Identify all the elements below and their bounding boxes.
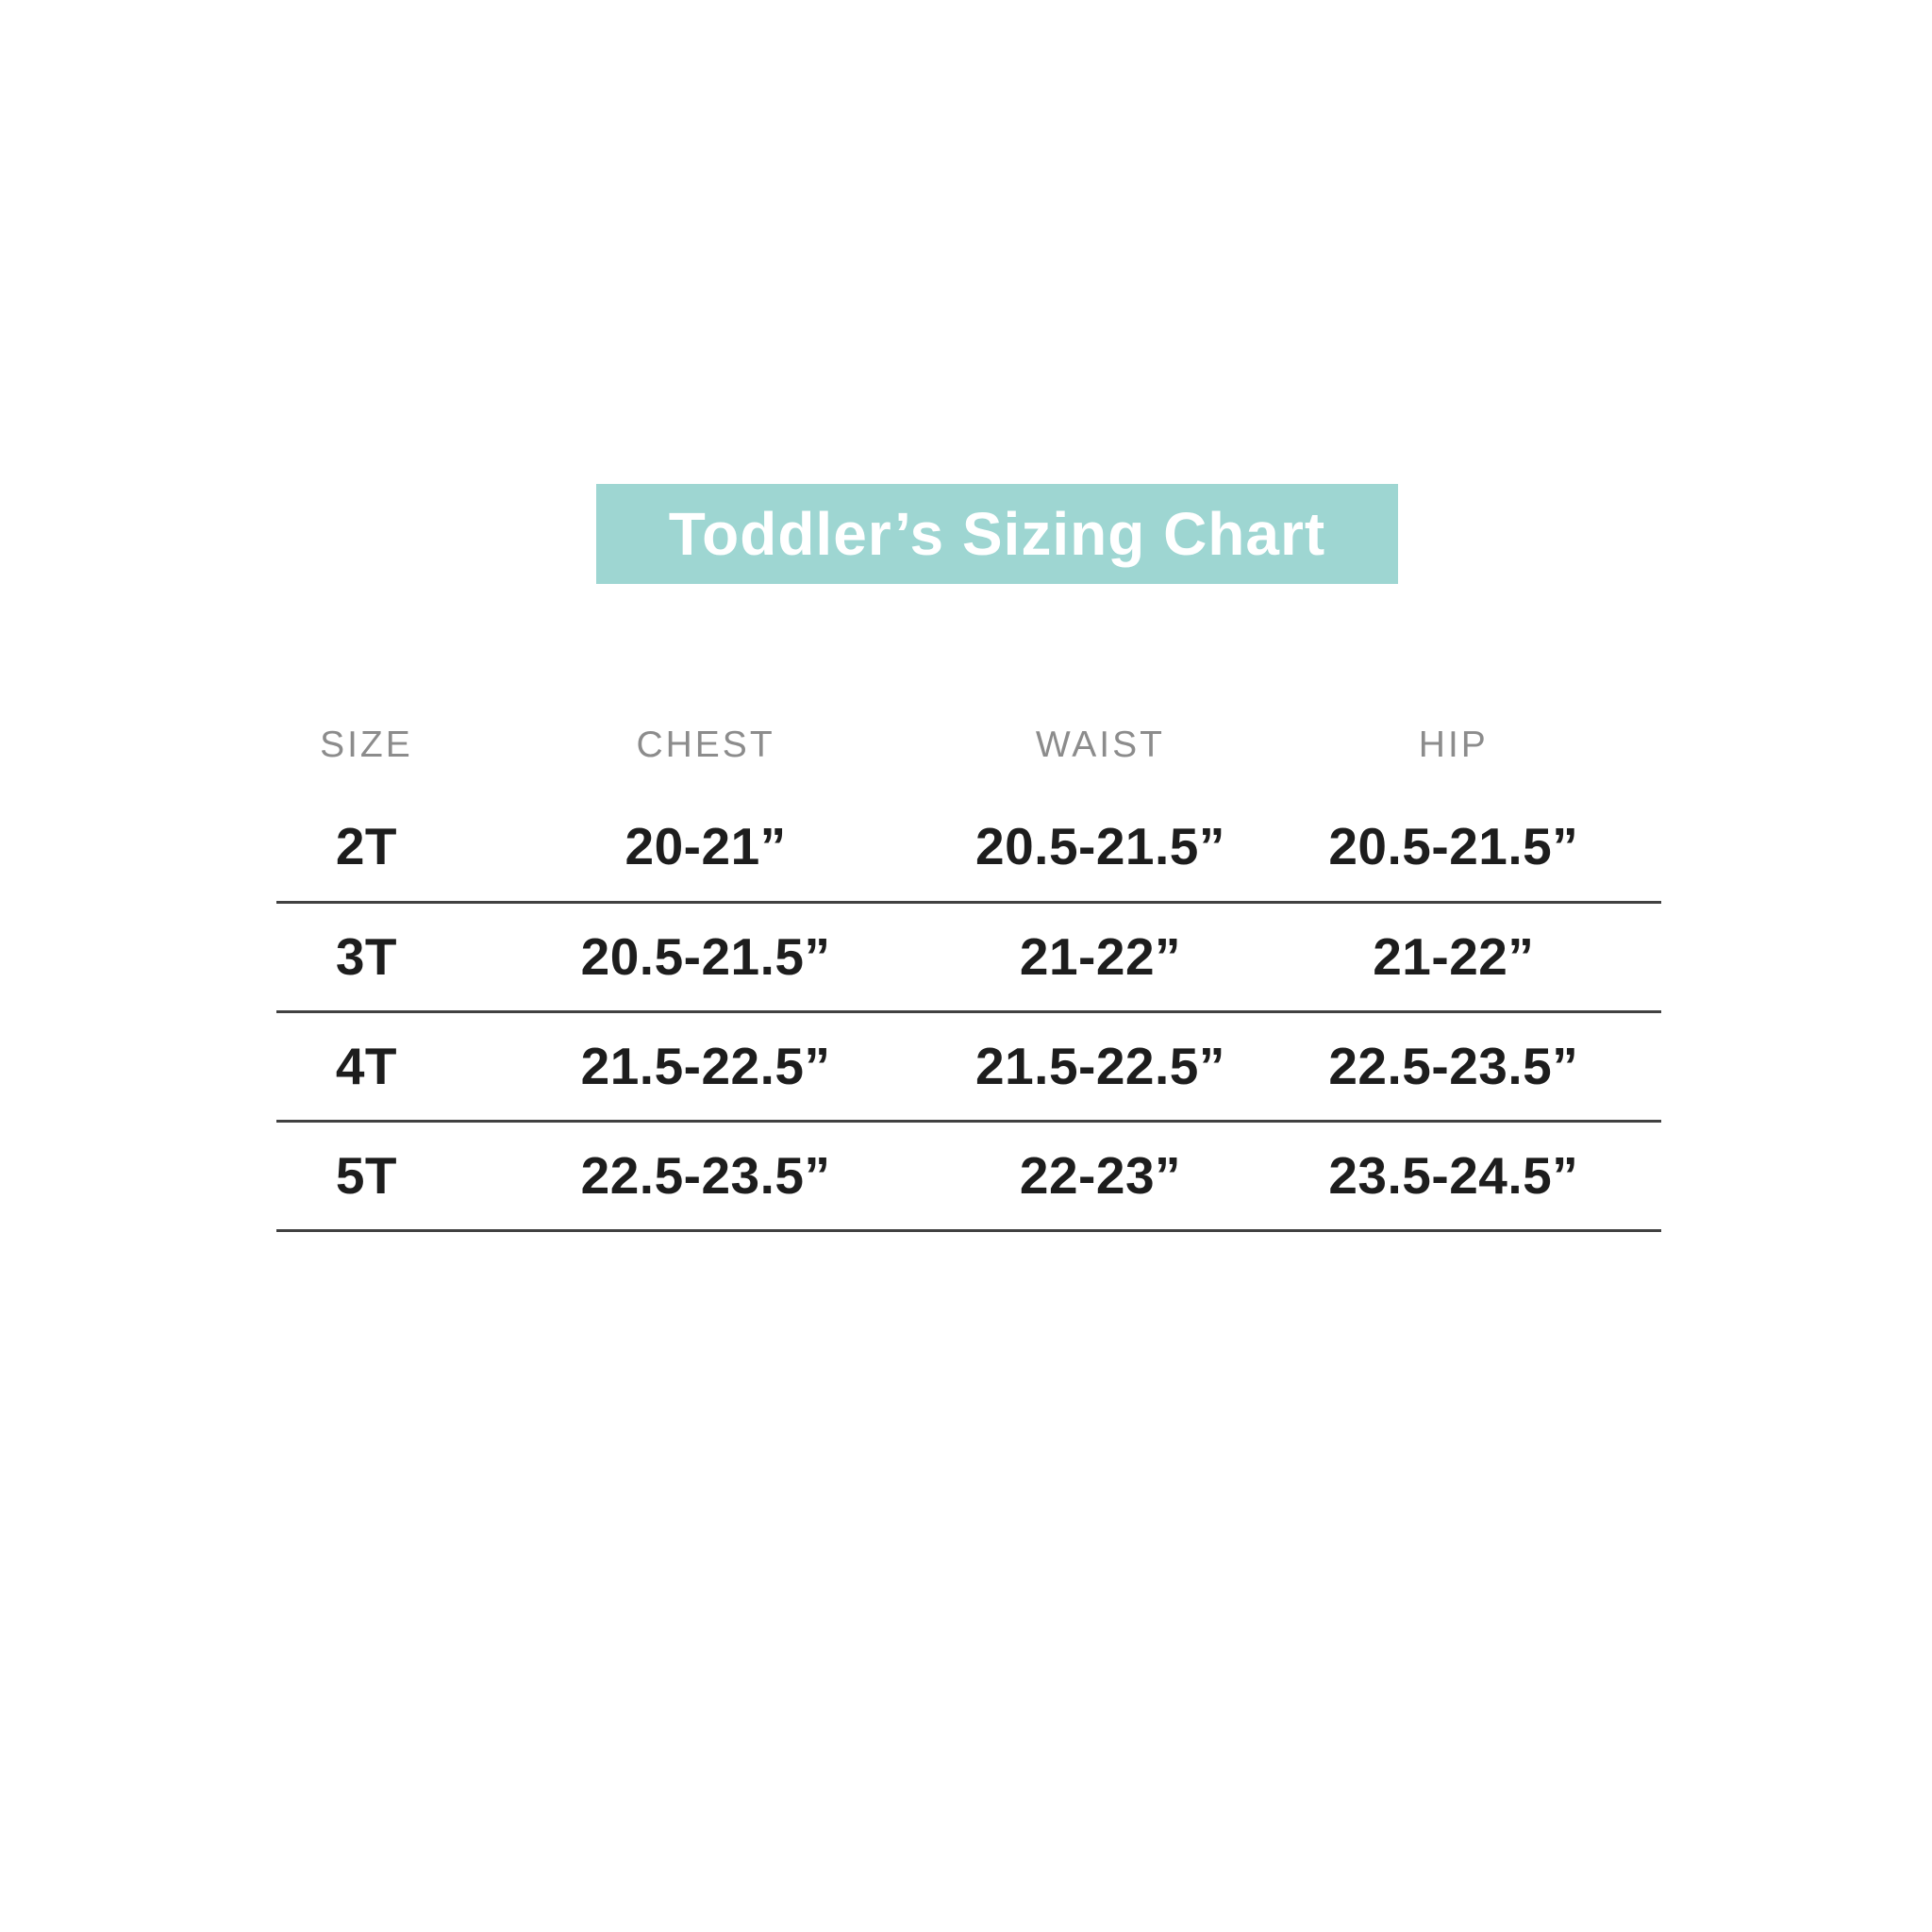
hip-cell: 22.5-23.5”	[1246, 1011, 1661, 1121]
col-header-hip: HIP	[1418, 724, 1489, 765]
chest-cell: 21.5-22.5”	[457, 1011, 955, 1121]
table-header-row	[276, 698, 1661, 792]
col-header-waist: WAIST	[1035, 724, 1165, 765]
waist-cell: 20.5-21.5”	[955, 792, 1245, 902]
chest-cell: 22.5-23.5”	[457, 1121, 955, 1230]
size-cell: 3T	[276, 902, 457, 1011]
waist-cell: 21.5-22.5”	[955, 1011, 1245, 1121]
chart-title: Toddler’s Sizing Chart	[668, 500, 1326, 568]
col-header-chest: CHEST	[636, 724, 775, 765]
col-header-size: SIZE	[320, 724, 413, 765]
hip-cell: 20.5-21.5”	[1246, 792, 1661, 902]
chest-cell: 20-21”	[457, 792, 955, 902]
hip-cell: 23.5-24.5”	[1246, 1121, 1661, 1230]
chest-cell: 20.5-21.5”	[457, 902, 955, 1011]
size-cell: 4T	[276, 1011, 457, 1121]
table-row	[276, 792, 1661, 902]
waist-cell: 22-23”	[955, 1121, 1245, 1230]
table-row	[276, 1121, 1661, 1230]
table-row	[276, 1011, 1661, 1121]
hip-cell: 21-22”	[1246, 902, 1661, 1011]
chart-title-band	[596, 484, 1398, 584]
size-cell: 5T	[276, 1121, 457, 1230]
sizing-table	[276, 698, 1661, 1232]
size-cell: 2T	[276, 792, 457, 902]
waist-cell: 21-22”	[955, 902, 1245, 1011]
table-row	[276, 902, 1661, 1011]
